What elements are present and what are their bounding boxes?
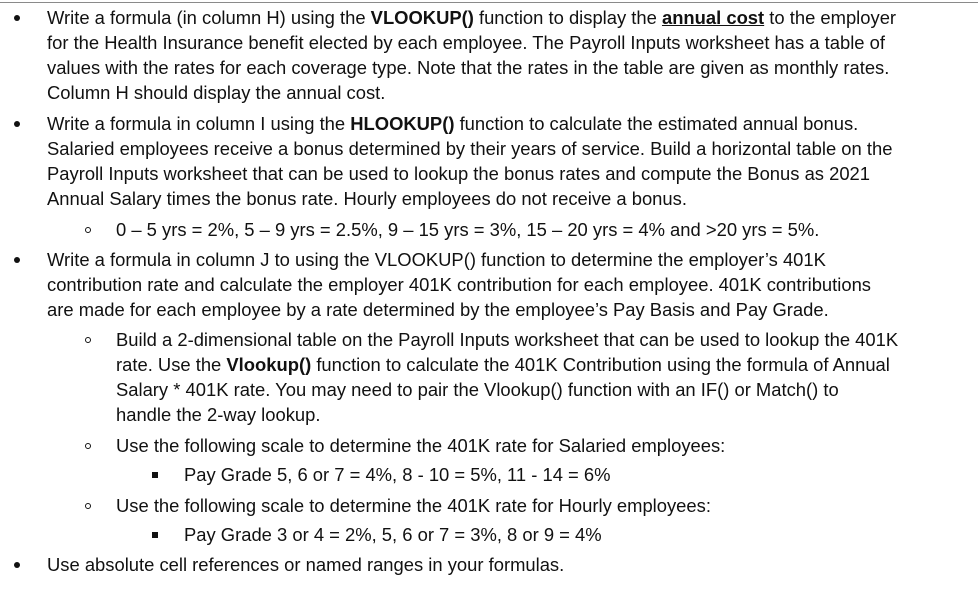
- square-bullet: [152, 532, 158, 538]
- bullet-dot: [14, 121, 20, 127]
- b1-text-e: to the employer: [764, 7, 897, 28]
- bullet-dot: [14, 15, 20, 21]
- sub-bullet-circle: [85, 337, 91, 343]
- b1-line-3: values with the rates for each coverage type. Note that the rates in the table are given as monthly rates.: [47, 57, 890, 78]
- b2-text-c: function to calculate the estimated annual bonus.: [454, 113, 859, 134]
- b1-line-2: for the Health Insurance benefit elected by each employee. The Payroll Inputs worksheet has a table of: [47, 32, 885, 53]
- sub-bullet-circle: [85, 227, 91, 233]
- b3-s3: Use the following scale to determine the 401K rate for Hourly employees:: [116, 495, 711, 516]
- b3-vlookup: Vlookup(): [226, 354, 312, 375]
- b1-text-c: function to display the: [473, 7, 662, 28]
- b3-s1-line-3: Salary * 401K rate. You may need to pair the Vlookup() function with an IF() or Match() to: [116, 379, 839, 400]
- b3-line-3: are made for each employee by a rate determined by the employee’s Pay Basis and Pay Grade.: [47, 299, 829, 320]
- b1-vlookup: VLOOKUP(): [370, 7, 474, 28]
- sub-bullet-circle: [85, 503, 91, 509]
- b1-line-1: [47, 6, 896, 30]
- b2-hlookup: HLOOKUP(): [350, 113, 455, 134]
- bullet-dot: [14, 562, 20, 568]
- b3-s2: Use the following scale to determine the 401K rate for Salaried employees:: [116, 435, 726, 456]
- top-rule: [0, 2, 978, 3]
- sub-bullet-circle: [85, 443, 91, 449]
- b2-line-1: [47, 112, 858, 136]
- bullet-dot: [14, 257, 20, 263]
- b2-sub-1: 0 – 5 yrs = 2%, 5 – 9 yrs = 2.5%, 9 – 15 yrs = 3%, 15 – 20 yrs = 4% and >20 yrs = 5%.: [116, 219, 820, 240]
- b2-line-3: Payroll Inputs worksheet that can be used to lookup the bonus rates and compute the Bonus as 2021: [47, 163, 871, 184]
- b3-s1-text-a: rate. Use the: [116, 354, 227, 375]
- b2-line-2: Salaried employees receive a bonus determined by their years of service. Build a horizontal table on the: [47, 138, 893, 159]
- b1-line-4: Column H should display the annual cost.: [47, 82, 386, 103]
- b1-text-a: Write a formula (in column H) using the: [47, 7, 371, 28]
- b1-annual-cost: annual cost: [661, 7, 765, 28]
- b3-s1-text-c: function to calculate the 401K Contribution using the formula of Annual: [311, 354, 890, 375]
- b3-s1-line-1: Build a 2-dimensional table on the Payroll Inputs worksheet that can be used to lookup the 401K: [116, 329, 899, 350]
- b2-text-a: Write a formula in column I using the: [47, 113, 351, 134]
- b3-s2-sub: Pay Grade 5, 6 or 7 = 4%, 8 - 10 = 5%, 11 - 14 = 6%: [184, 464, 611, 485]
- b3-s3-sub: Pay Grade 3 or 4 = 2%, 5, 6 or 7 = 3%, 8 or 9 = 4%: [184, 524, 602, 545]
- b4-line-1: Use absolute cell references or named ranges in your formulas.: [47, 554, 565, 575]
- b3-line-1: Write a formula in column J to using the VLOOKUP() function to determine the employer’s 401K: [47, 249, 826, 270]
- b3-s1-line-2: [116, 353, 890, 377]
- b2-line-4: Annual Salary times the bonus rate. Hourly employees do not receive a bonus.: [47, 188, 687, 209]
- b3-line-2: contribution rate and calculate the employer 401K contribution for each employee. 401K contributions: [47, 274, 871, 295]
- b3-s1-line-4: handle the 2-way lookup.: [116, 404, 321, 425]
- square-bullet: [152, 472, 158, 478]
